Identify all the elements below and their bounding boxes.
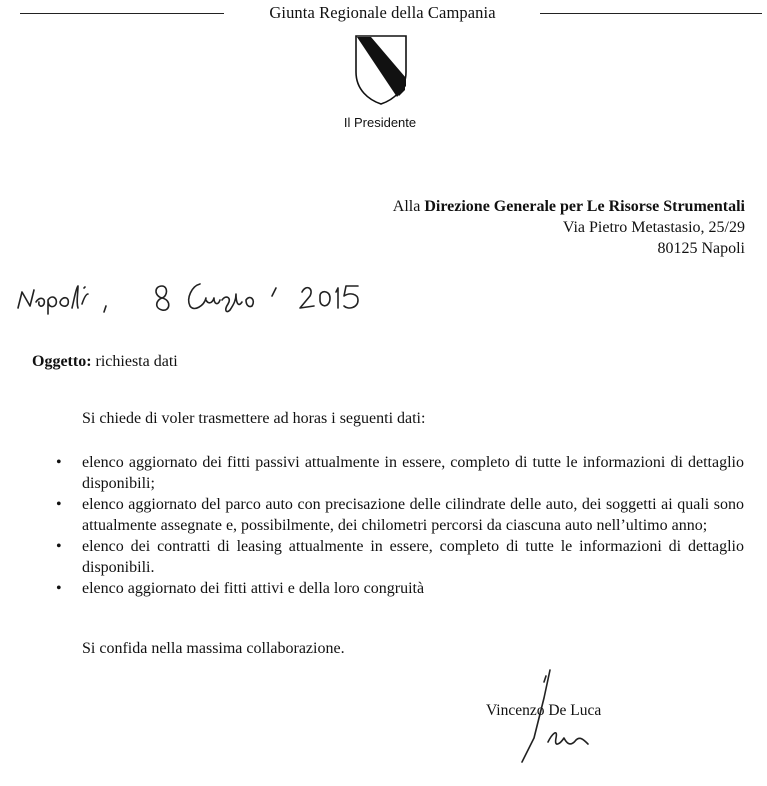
closing-line: Si confida nella massima collaborazione. <box>82 640 345 657</box>
subject-line <box>32 353 178 371</box>
subject-text: richiesta dati <box>91 353 178 370</box>
list-item <box>56 452 744 494</box>
recipient-street: Via Pietro Metastasio, 25/29 <box>562 219 745 236</box>
header-rule-right <box>540 13 762 14</box>
recipient-line <box>393 196 745 217</box>
request-list <box>56 452 744 599</box>
subject-label: Oggetto: <box>32 353 92 370</box>
recipient-city: 80125 Napoli <box>657 240 745 257</box>
recipient-prefix: Alla <box>392 198 425 215</box>
signatory-name: Vincenzo De Luca <box>486 702 602 719</box>
campania-crest-icon <box>353 34 409 106</box>
list-item <box>56 494 744 536</box>
list-item <box>56 536 744 578</box>
letterhead-subtitle: Il Presidente <box>343 115 417 130</box>
letterhead-title: Giunta Regionale della Campania <box>269 3 496 22</box>
bullet: • <box>56 496 62 513</box>
list-item-text: elenco aggiornato dei fitti attivi e della loro congruità <box>82 580 425 597</box>
bullet: • <box>56 538 62 555</box>
recipient-name: Direzione Generale per Le Risorse Strumentali <box>424 198 745 215</box>
handwritten-date <box>14 270 374 320</box>
list-item-text: elenco aggiornato del parco auto con precisazione delle cilindrate delle auto, dei soggetti ai quali sono attualmente assegnate e, possibilmente, dei chilometri percorsi da ciascuna auto nell’ultimo anno; <box>82 496 744 534</box>
intro-paragraph: Si chiede di voler trasmettere ad horas i seguenti dati: <box>82 410 426 427</box>
list-item-text: elenco aggiornato dei fitti passivi attualmente in essere, completo di tutte le informazioni di dettaglio disponibili; <box>82 454 744 492</box>
list-item <box>56 578 744 599</box>
bullet: • <box>56 580 62 597</box>
list-item-text: elenco dei contratti di leasing attualmente in essere, completo di tutte le informazioni di dettaglio disponibili. <box>82 538 744 576</box>
bullet: • <box>56 454 62 471</box>
recipient-address <box>393 196 745 259</box>
header-rule-left <box>20 13 224 14</box>
